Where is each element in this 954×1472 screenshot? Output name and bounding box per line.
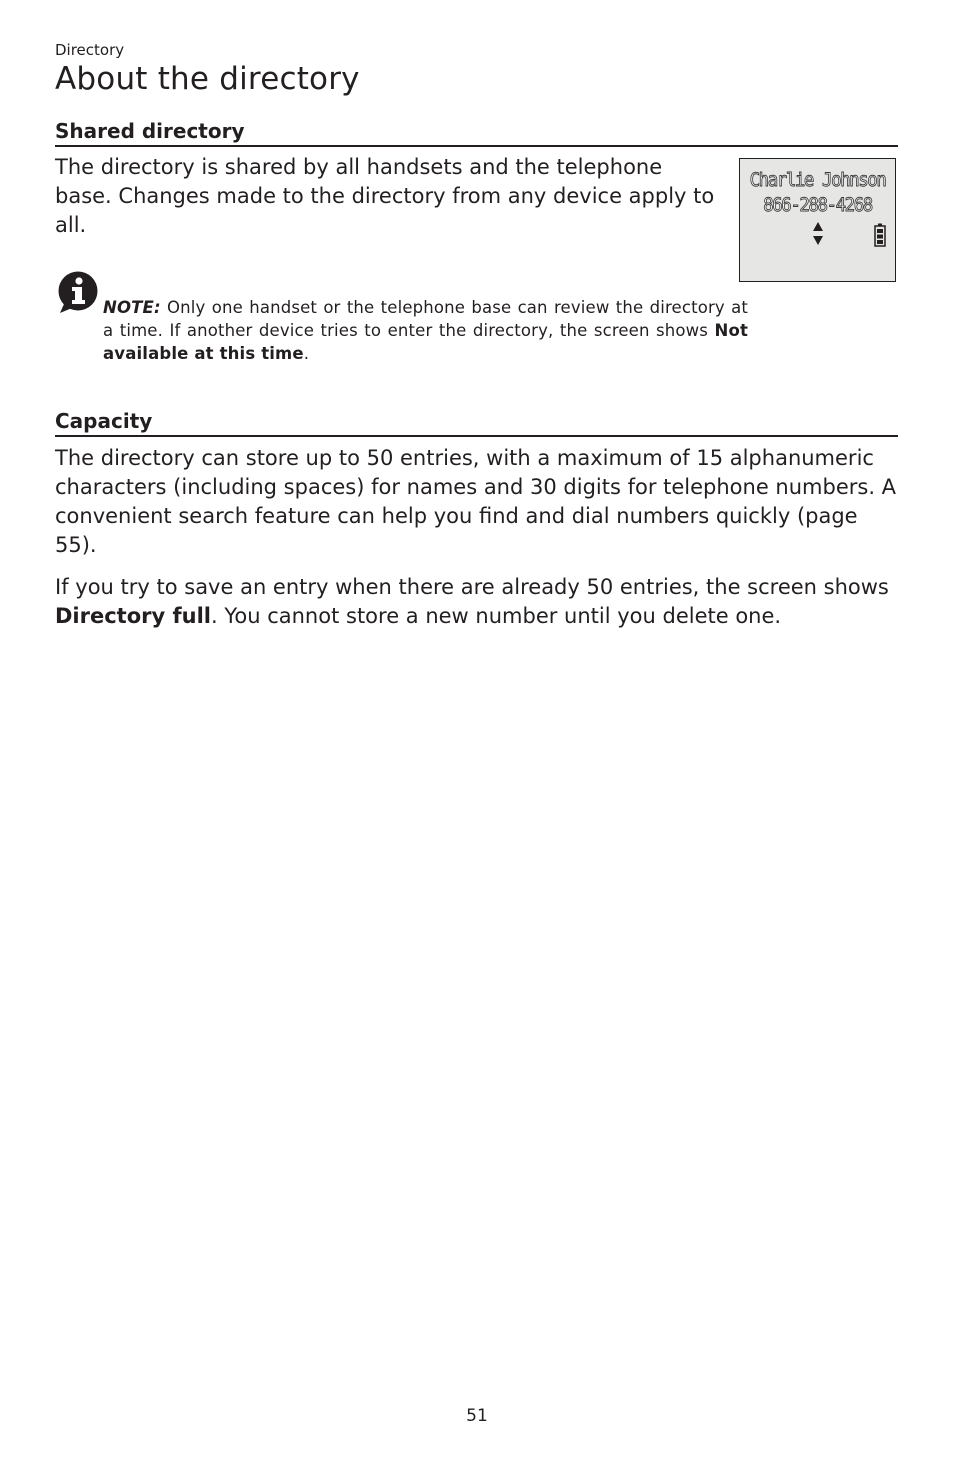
note-suffix: .: [303, 344, 310, 363]
battery-icon: [874, 223, 886, 247]
lcd-contact-number: 866-288-4268: [763, 194, 872, 216]
page-title: About the directory: [55, 61, 360, 97]
capacity-paragraph-1: The directory can store up to 50 entries, with a maximum of 15 alphanumeric characters (including spaces) for names and 30 digits for telephone numbers. A convenient search feature can help you find and dial numbers quickly (page 55).: [55, 446, 897, 557]
page-number: 51: [466, 1406, 488, 1426]
capacity-paragraph-2-start: If you try to save an entry when there are already 50 entries, the screen shows: [55, 575, 889, 599]
handset-lcd-screen: [739, 158, 896, 282]
capacity-paragraph-2-end: . You cannot store a new number until you delete one.: [210, 604, 782, 628]
capacity-heading: Capacity: [55, 409, 898, 437]
note-label: NOTE:: [103, 298, 161, 317]
note-emphasis: Not available at this time: [103, 321, 748, 363]
note-body: Only one handset or the telephone base can review the directory at a time. If another device tries to enter the directory, the screen shows: [103, 298, 748, 340]
info-icon: [56, 270, 100, 314]
note-text: [103, 296, 748, 365]
section-label: Directory: [55, 41, 125, 59]
up-down-arrows-icon: [811, 221, 825, 247]
shared-directory-heading: Shared directory: [55, 119, 898, 147]
lcd-contact-name: Charlie Johnson: [749, 169, 886, 191]
shared-directory-paragraph: The directory is shared by all handsets and the telephone base. Changes made to the directory from any device apply to all.: [55, 155, 715, 237]
capacity-paragraph-2: [55, 573, 898, 631]
directory-full-message: Directory full: [55, 604, 211, 628]
